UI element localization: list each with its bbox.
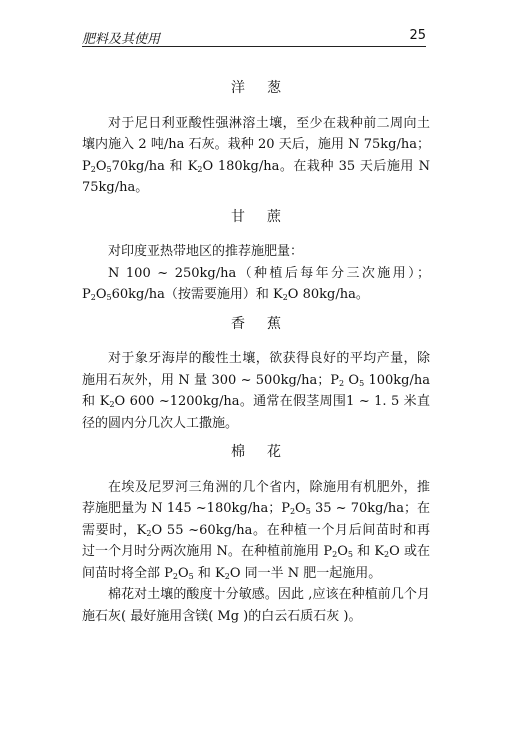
paragraph-text: 35 ~ 70kg/ha；在需要时，K [82, 501, 430, 538]
subscript-text: 2 [109, 400, 115, 409]
body-paragraph [82, 113, 430, 199]
subscript-text: 2 [339, 378, 345, 388]
subscript-text: 2 [282, 293, 288, 302]
paragraph-text: 和 K [193, 565, 225, 581]
page-content [82, 70, 430, 627]
paragraph-text: O 600 ~1200kg/ha。通常在假茎周围1 ~ 1. 5 米直径的圆内分几次人工撒施。 [82, 394, 430, 431]
subscript-text: 2 [146, 528, 152, 538]
paragraph-text: 对于尼日利亚酸性强淋溶土壤，至少在栽种前二周向土壤内施入 2 吨/ha 石灰。栽种 20 天后，施用 N 75kg/ha；P [82, 115, 430, 174]
paragraph-text: O [337, 544, 348, 559]
book-title: 肥料及其使用 [82, 32, 161, 47]
running-header [82, 26, 426, 47]
paragraph-text: 对于象牙海岸的酸性土壤，欲获得良好的平均产量，除施用石灰外，用 N 量 300 ~ 500kg/ha；P [82, 351, 430, 388]
paragraph-text: O 55 ~60kg/ha。在种植一个月后间苗时和再过一个月时分两次施用 N。在种植前施用 P [82, 522, 431, 559]
subscript-text: 2 [197, 164, 203, 174]
subscript-text: 2 [172, 571, 178, 581]
subscript-text: 5 [359, 378, 365, 388]
subscript-text: 2 [289, 507, 296, 516]
body-paragraph [82, 348, 430, 434]
paragraph-text: 对印度亚热带地区的推荐施肥量： [108, 244, 304, 259]
paragraph-text: O 80kg/ha。 [287, 287, 369, 302]
section-title: 洋葱 [231, 80, 303, 96]
subscript-text: 5 [305, 507, 311, 516]
paragraph-text: 和 K [352, 544, 385, 559]
body-paragraph [82, 584, 430, 627]
paragraph-text: O 同一半 N 肥一起施用。 [229, 565, 382, 581]
paragraph-text: O [295, 501, 306, 516]
subscript-text: 5 [188, 571, 194, 581]
paragraph-text: O [177, 565, 189, 581]
paragraph-text: O [344, 372, 360, 388]
subscript-text: 2 [332, 550, 338, 559]
subscript-text: 2 [90, 293, 96, 302]
subscript-text: 5 [106, 293, 112, 302]
section-title: 香蕉 [231, 315, 303, 332]
subscript-text: 2 [224, 571, 230, 581]
section-title: 棉花 [231, 444, 303, 460]
paragraph-text: O [95, 287, 107, 302]
paragraph-text: 在埃及尼罗河三角洲的几个省内，除施用有机肥外，推荐施肥量为 N 145 ~180kg/ha；P [82, 479, 430, 516]
paragraph-text: 棉花对土壤的酸度十分敏感。因此 ,应该在种植前几个月施石灰( 最好施用含镁( Mg )的白云石质石灰 )。 [82, 587, 430, 624]
paragraph-text: 60kg/ha（按需要施用）和 K [111, 287, 283, 302]
page-number: 25 [409, 28, 426, 43]
body-paragraph [82, 263, 430, 306]
paragraph-text: N 100 ~ 250kg/ha（种植后每年分三次施用）；P [82, 265, 430, 302]
paragraph-text: 70kg/ha 和 K [111, 158, 198, 174]
paragraph-text: 100kg/ha 和 K [82, 372, 430, 409]
body-paragraph [82, 241, 430, 263]
paragraph-text: O 或在间苗时将全部 P [82, 544, 431, 581]
subscript-text: 2 [90, 164, 96, 174]
subscript-text: 5 [106, 164, 112, 174]
body-paragraph [82, 477, 430, 585]
paragraph-text: O [95, 158, 107, 174]
subscript-text: 2 [384, 550, 390, 559]
section-title: 甘蔗 [231, 208, 303, 225]
subscript-text: 5 [347, 550, 353, 559]
paragraph-text: O 180kg/ha。在栽种 35 天后施用 N 75kg/ha。 [82, 158, 430, 195]
